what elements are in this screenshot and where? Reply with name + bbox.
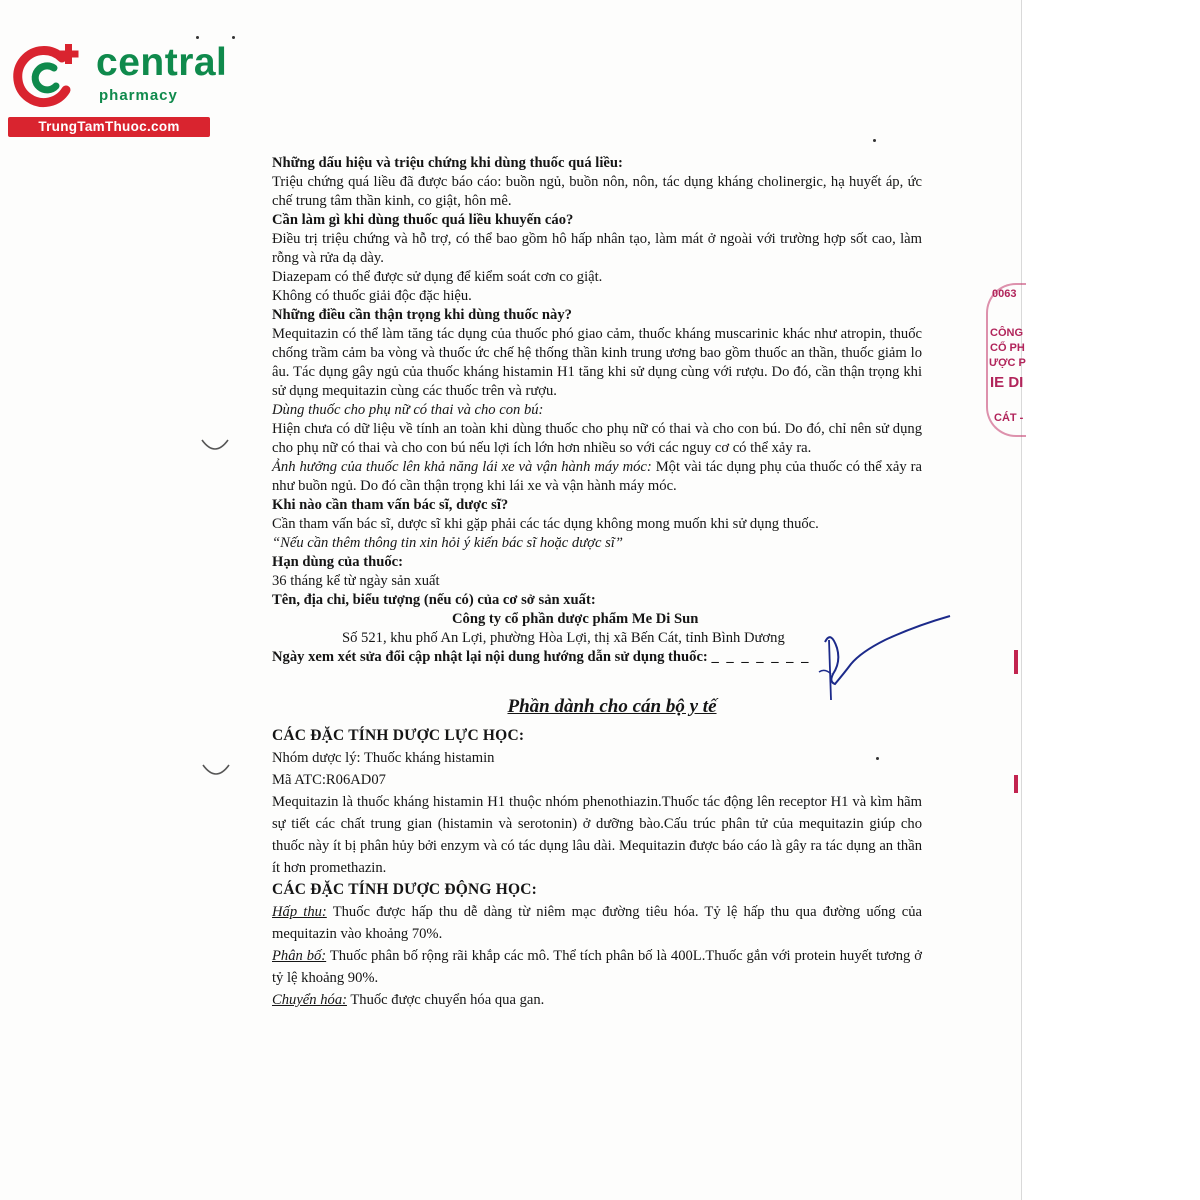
expiry-heading: Hạn dùng của thuốc: — [272, 554, 403, 570]
stamp-text: IE DI — [990, 374, 1024, 391]
scan-speck — [873, 139, 876, 142]
logo-mark-icon — [10, 38, 88, 116]
treatment-text: Điều trị triệu chứng và hỗ trợ, có thể bao gồm hô hấp nhân tạo, làm mát ở ngoài với trường hợp sốt cao, làm rỗng và rửa dạ dày. — [272, 231, 922, 266]
pharmacodynamics-heading: CÁC ĐẶC TÍNH DƯỢC LỰC HỌC: — [272, 727, 525, 744]
pregnancy-heading: Dùng thuốc cho phụ nữ có thai và cho con bú: — [272, 402, 544, 418]
distribution-label: Phân bố: — [272, 948, 327, 964]
page-margin — [1021, 0, 1200, 1200]
manufacturer-name: Công ty cổ phần dược phẩm Me Di Sun — [452, 611, 699, 627]
atc-code: Mã ATC:R06AD07 — [272, 772, 386, 788]
consult-text: Cần tham vấn bác sĩ, dược sĩ khi gặp phải các tác dụng không mong muốn khi sử dụng thuốc. — [272, 516, 819, 532]
absorption-paragraph — [272, 901, 922, 945]
caution-heading: Những điều cần thận trọng khi dùng thuốc này? — [272, 307, 572, 323]
stamp-text: ƯỢC P — [989, 357, 1026, 369]
scan-speck — [196, 36, 199, 39]
stamp-edge-mark — [1014, 650, 1018, 674]
pregnancy-text: Hiện chưa có dữ liệu về tính an toàn khi dùng thuốc cho phụ nữ có thai và cho con bú. Do đó, chỉ nên sử dụng cho phụ nữ có thai và cho con bú nếu lợi ích lớn hơn nhiều so với các nguy cơ có thể xảy ra. — [272, 421, 922, 456]
caution-text: Mequitazin có thể làm tăng tác dụng của thuốc phó giao cảm, thuốc kháng muscarinic khác như atropin, thuốc chống trầm cảm ba vòng và thuốc ức chế hệ thống thần kinh trung ương bao gồm thuốc an thần, thuốc giảm lo âu. Tác dụng gây ngủ của thuốc kháng histamin H1 tăng khi sử dụng cùng với rượu. Do đó, cần thận trọng khi sử dụng mequitazin cùng các thuốc trên và rượu. — [272, 326, 922, 399]
stamp-text: 0063 — [992, 288, 1017, 300]
metabolism-paragraph — [272, 989, 922, 1011]
expiry-text: 36 tháng kể từ ngày sản xuất — [272, 573, 440, 589]
overdose-heading: Những dấu hiệu và triệu chứng khi dùng thuốc quá liều: — [272, 155, 623, 171]
treatment-heading: Cần làm gì khi dùng thuốc quá liều khuyến cáo? — [272, 212, 574, 228]
stamp-edge-mark — [1014, 775, 1018, 793]
consult-quote: “Nếu cần thêm thông tin xin hỏi ý kiến bác sĩ hoặc dược sĩ” — [272, 535, 623, 551]
professional-section — [272, 725, 922, 1011]
punch-hole-mark — [201, 763, 231, 779]
pharmacodynamics-text: Mequitazin là thuốc kháng histamin H1 thuộc nhóm phenothiazin.Thuốc tác động lên receptor H1 và kìm hãm sự tiết các chất trung gian (histamin và serotonin) ở dưỡng bào.Cấu trúc phân tử của mequitazin giúp cho thuốc này ít bị phân hủy bởi enzym và có tác dụng lâu dài. Mequitazin được báo cáo là gây ra tác dụng an thần ít hơn promethazin. — [272, 794, 922, 876]
driving-heading: Ảnh hưởng của thuốc lên khả năng lái xe và vận hành máy móc: — [272, 459, 652, 475]
leaflet-text — [272, 154, 922, 1011]
professional-section-title: Phần dành cho cán bộ y tế — [507, 696, 717, 717]
pharmacological-group: Nhóm dược lý: Thuốc kháng histamin — [272, 750, 495, 766]
pharmacokinetics-heading: CÁC ĐẶC TÍNH DƯỢC ĐỘNG HỌC: — [272, 881, 538, 898]
review-date-label: Ngày xem xét sửa đổi cập nhật lại nội dung hướng dẫn sử dụng thuốc: — [272, 649, 712, 665]
distribution-paragraph — [272, 945, 922, 989]
manufacturer-address: Số 521, khu phố An Lợi, phường Hòa Lợi, thị xã Bến Cát, tỉnh Bình Dương — [342, 630, 785, 646]
diazepam-text: Diazepam có thể được sử dụng để kiểm soát cơn co giật. — [272, 269, 603, 285]
metabolism-label: Chuyển hóa: — [272, 992, 347, 1008]
consult-heading: Khi nào cần tham vấn bác sĩ, dược sĩ? — [272, 497, 509, 513]
punch-hole-mark — [200, 438, 230, 454]
driving-paragraph — [272, 458, 922, 496]
antidote-text: Không có thuốc giải độc đặc hiệu. — [272, 288, 472, 304]
logo-subtitle: pharmacy — [99, 87, 178, 104]
absorption-label: Hấp thu: — [272, 904, 327, 920]
scan-speck — [232, 36, 235, 39]
manufacturer-heading: Tên, địa chỉ, biểu tượng (nếu có) của cơ sở sản xuất: — [272, 592, 596, 608]
logo-website-banner: TrungTamThuoc.com — [8, 117, 210, 137]
central-pharmacy-logo[interactable] — [8, 38, 228, 138]
absorption-text: Thuốc được hấp thu dễ dàng từ niêm mạc đường tiêu hóa. Tỷ lệ hấp thu qua đường uống của mequitazin vào khoảng 70%. — [272, 904, 922, 942]
stamp-text: CÁT - — [994, 412, 1024, 424]
stamp-text: CÔNG — [990, 327, 1023, 339]
driving-text: Một vài tác dụng phụ của thuốc có thể xảy ra như buồn ngủ. Do đó cần thận trọng khi lái xe và vận hành máy móc. — [272, 459, 922, 494]
review-date-line — [272, 648, 922, 667]
distribution-text: Thuốc phân bố rộng rãi khắp các mô. Thể tích phân bố là 400L.Thuốc gắn với protein huyết tương ở tỷ lệ khoảng 90%. — [272, 948, 922, 986]
stamp-text: CỔ PH — [990, 342, 1025, 354]
metabolism-text: Thuốc được chuyển hóa qua gan. — [346, 992, 545, 1008]
overdose-text: Triệu chứng quá liều đã được báo cáo: buồn ngủ, buồn nôn, nôn, tác dụng kháng cholinergic, hạ huyết áp, ức chế trung tâm thần kinh, co giật, hôn mê. — [272, 174, 922, 209]
review-date-value: _ _ _ _ _ _ _ — [711, 649, 811, 665]
logo-wordmark: central — [96, 41, 228, 84]
